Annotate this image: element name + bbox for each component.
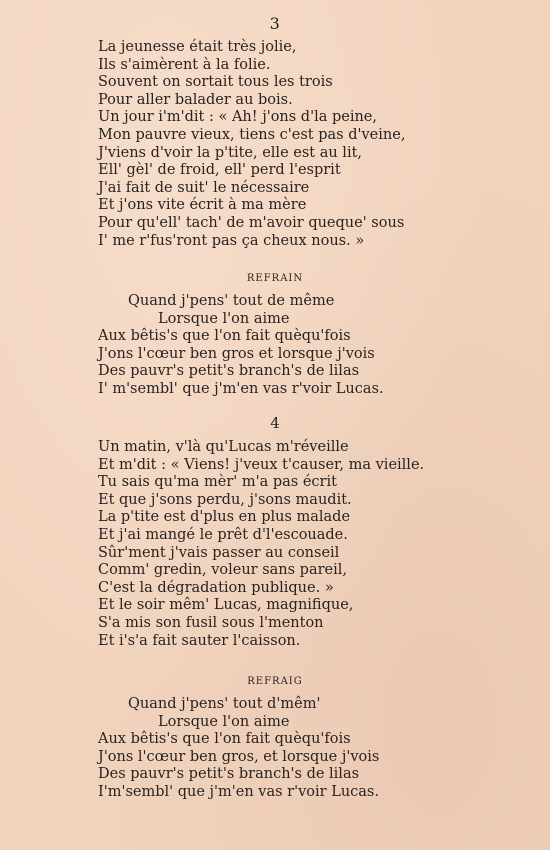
refrain-2-line: Des pauvr's petit's branch's de lilas	[98, 766, 360, 783]
refrain-1-line: J'ons l'cœur ben gros et lorsque j'vois	[98, 345, 375, 362]
stanza-4-line: Et i's'a fait sauter l'caisson.	[98, 632, 301, 649]
stanza-3-line: Ils s'aimèrent à la folie.	[98, 56, 271, 73]
refrain-heading: REFRAIN	[246, 273, 304, 284]
refrain-1-line: Lorsque l'on aime	[158, 310, 290, 327]
stanza-4-line: C'est la dégradation publique. »	[98, 579, 334, 596]
stanza-4-line: Et m'dit : « Viens! j'veux t'causer, ma vieille.	[98, 456, 425, 473]
refrain-2-line: Quand j'pens' tout d'mêm'	[128, 696, 321, 712]
stanza-3-line: Un jour i'm'dit : « Ah! j'ons d'la peine,	[98, 109, 377, 126]
refrain-2-line: Aux bêtis's que l'on fait quèqu'fois	[98, 731, 351, 748]
stanza-3-line: Souvent on sortait tous les trois	[98, 74, 333, 91]
refrain-2-line: I'm'sembl' que j'm'en vas r'voir Lucas.	[98, 783, 379, 800]
refrain-2-line: Lorsque l'on aime	[158, 713, 290, 730]
stanza-4	[98, 439, 424, 650]
stanza-4-line: La p'tite est d'plus en plus malade	[98, 509, 351, 526]
stanza-3-line: Pour aller balader au bois.	[98, 91, 293, 108]
refrain-1-line: Des pauvr's petit's branch's de lilas	[98, 363, 360, 380]
refrain-1-line: Aux bêtis's que l'on fait quèqu'fois	[98, 328, 351, 345]
stanza-3	[98, 39, 405, 250]
refrain-1-line: I' m'sembl' que j'm'en vas r'voir Lucas.	[98, 380, 384, 397]
refrain-1	[98, 293, 384, 399]
stanza-4-line: Sûr'ment j'vais passer au conseil	[98, 544, 340, 561]
stanza-3-line: Et j'ons vite écrit à ma mère	[98, 197, 307, 214]
page-number: 3	[269, 14, 281, 33]
stanza-3-line: La jeunesse était très jolie,	[98, 39, 297, 55]
stanza-4-line: Et le soir mêm' Lucas, magnifique,	[98, 597, 354, 614]
stanza-3-line: Pour qu'ell' tach' de m'avoir queque' sous	[98, 214, 405, 231]
stanza-4-line: Et que j'sons perdu, j'sons maudit.	[98, 491, 352, 508]
refrain-1-line: Quand j'pens' tout de même	[128, 293, 335, 309]
stanza-4-line: S'a mis son fusil sous l'menton	[98, 614, 324, 631]
stanza-3-line: J'viens d'voir la p'tite, elle est au lit,	[98, 144, 363, 161]
stanza-3-line: Mon pauvre vieux, tiens c'est pas d'veine,	[98, 126, 406, 143]
stanza-3-line: J'ai fait de suit' le nécessaire	[98, 179, 310, 196]
stanza-3-line: Ell' gèl' de froid, ell' perd l'esprit	[98, 162, 341, 179]
stanza-4-line: Tu sais qu'ma mèr' m'a pas écrit	[98, 474, 337, 491]
refrain-2-line: J'ons l'cœur ben gros, et lorsque j'vois	[98, 748, 380, 765]
stanza-4-line: Et j'ai mangé le prêt d'l'escouade.	[98, 526, 348, 543]
refrain-heading: REFRAIG	[247, 676, 303, 687]
stanza-4-line: Un matin, v'là qu'Lucas m'réveille	[98, 439, 349, 455]
stanza-4-line: Comm' gredin, voleur sans pareil,	[98, 562, 348, 579]
stanza-3-line: I' me r'fus'ront pas ça cheux nous. »	[98, 232, 365, 249]
refrain-2	[98, 696, 379, 802]
verse-number: 4	[270, 414, 280, 432]
